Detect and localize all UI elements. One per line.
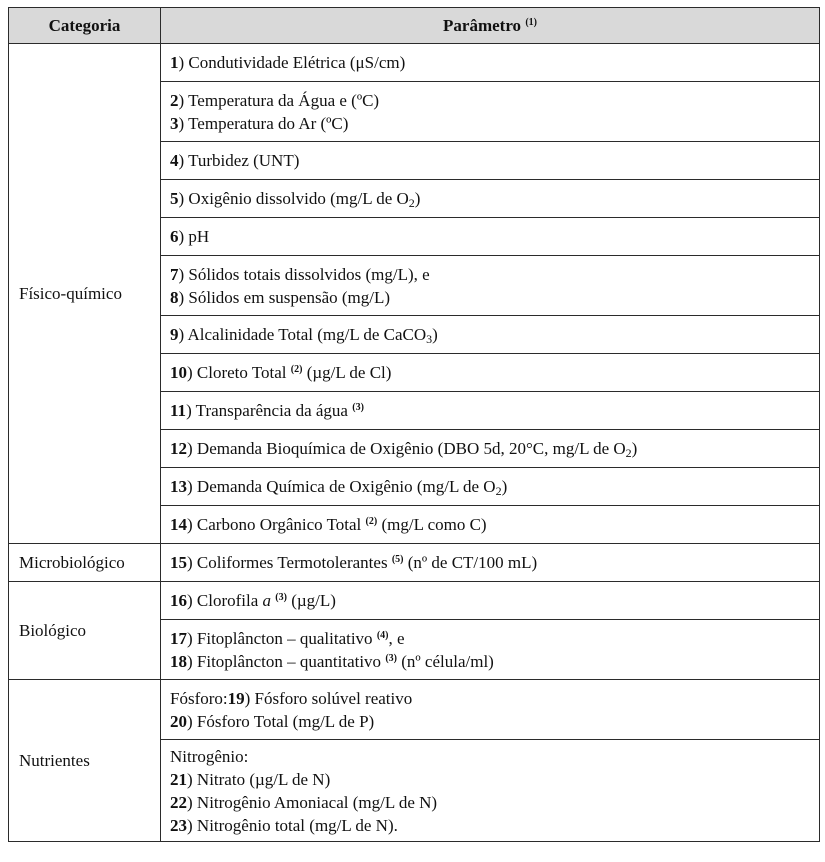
param-text: ) Alcalinidade Total (mg/L de CaCO [178,325,427,344]
param-number: 22 [170,792,187,812]
param-number: 7 [170,264,179,284]
parameter-cell [161,506,820,544]
parameter-cell [161,142,820,180]
param-subscript: 3 [426,332,433,346]
param-text: ) Nitrogênio Amoniacal (mg/L de N) [187,792,438,812]
param-text: ) Oxigênio dissolvido (mg/L de O [178,189,409,208]
category-microbiologico: Microbiológico [9,544,161,582]
param-text: ) Fósforo solúvel reativo [244,688,413,708]
param-text-end: (nº célula/ml) [396,651,494,671]
param-text-end: (µg/L de Cl) [302,363,392,382]
param-footnote: (2) [365,516,378,527]
param-line [170,112,819,135]
table-row [9,680,820,740]
param-italic: a [262,591,272,610]
param-number: 18 [170,651,187,671]
param-line [170,263,819,286]
table-row [9,544,820,582]
param-number: 2 [170,90,179,110]
param-number: 15 [170,553,187,572]
param-number: 3 [170,113,179,133]
param-footnote: (4) [376,629,389,641]
parameter-cell [161,544,820,582]
parameter-cell [161,392,820,430]
param-text: ) Nitrogênio total (mg/L de N). [187,815,398,835]
param-text: ) Clorofila [187,591,263,610]
category-fisico-quimico: Físico-químico [9,44,161,544]
param-footnote: (3) [385,652,397,664]
category-biologico: Biológico [9,582,161,680]
parameter-header [161,8,820,44]
param-text: ) Temperatura da Água e (ºC) [178,90,380,110]
param-number: 8 [170,287,179,307]
parameter-cell [161,354,820,392]
param-number: 9 [170,325,179,344]
param-subscript: 2 [495,484,502,498]
param-text-end: ) [501,477,508,496]
param-text: ) Nitrato (µg/L de N) [187,769,331,789]
parameters-table [8,7,820,842]
param-number: 12 [170,439,187,458]
param-number: 1 [170,53,179,72]
param-text: ) Transparência da água [186,401,353,420]
parameter-cell [161,256,820,316]
param-text-end: (mg/L como C) [377,515,487,534]
param-number: 17 [170,628,187,648]
param-text-end: ) [631,439,638,458]
parameter-cell [161,180,820,218]
parameter-header-label: Parâmetro [443,15,522,35]
category-nutrientes: Nutrientes [9,680,161,842]
param-text: ) Fitoplâncton – quantitativo [187,651,386,671]
param-footnote: (3) [352,402,364,413]
param-text: ) Fitoplâncton – qualitativo [187,628,377,648]
param-line [170,286,819,309]
param-text: ) Cloreto Total [187,363,291,382]
param-number: 4 [170,151,179,170]
parameter-cell [161,680,820,740]
param-text-end: ) [414,189,421,208]
param-line [170,89,819,112]
param-text: ) Temperatura do Ar (ºC) [178,113,349,133]
parameter-cell [161,740,820,842]
parameter-cell [161,468,820,506]
param-line [170,791,819,814]
param-number: 20 [170,711,187,731]
param-line [170,627,819,650]
parameter-cell [161,82,820,142]
param-number: 19 [227,688,245,708]
param-footnote: (3) [275,592,287,603]
param-number: 21 [170,769,187,789]
param-line [170,650,819,673]
param-text: ) Sólidos em suspensão (mg/L) [178,287,391,307]
fosforo-prefix: Fósforo: [170,688,228,708]
param-text: ) Coliformes Termotolerantes [187,553,392,572]
parameter-header-note: (1) [525,16,537,28]
parameter-cell [161,44,820,82]
parameter-cell [161,430,820,468]
nitrogenio-prefix: Nitrogênio: [170,746,249,766]
param-text: ) Demanda Química de Oxigênio (mg/L de O [187,477,496,496]
param-text: ) Carbono Orgânico Total [187,515,366,534]
parameter-cell [161,582,820,620]
param-text: ) Fósforo Total (mg/L de P) [187,711,375,731]
param-text: ) Turbidez (UNT) [178,151,300,170]
param-number: 5 [170,189,179,208]
param-number: 23 [170,815,187,835]
table-row [9,582,820,620]
param-text-end: (nº de CT/100 mL) [403,553,538,572]
param-number: 13 [170,477,187,496]
param-number: 10 [170,363,187,382]
param-footnote: (5) [391,554,404,565]
parameter-cell [161,316,820,354]
param-line [170,814,819,837]
param-number: 6 [170,227,179,246]
param-text-end: ) [432,325,438,344]
param-subscript: 2 [408,196,415,210]
category-header: Categoria [9,8,161,44]
param-text: ) Condutividade Elétrica (μS/cm) [178,53,406,72]
header-row [9,8,820,44]
param-text-end: , e [388,628,405,648]
param-footnote: (2) [290,364,303,375]
parameter-cell [161,620,820,680]
param-line [170,710,819,733]
param-line [170,687,819,710]
param-text-end: (µg/L) [286,591,336,610]
param-text: ) Sólidos totais dissolvidos (mg/L), e [178,264,430,284]
table-row [9,44,820,82]
parameter-cell [161,218,820,256]
param-number: 14 [170,515,187,534]
param-subscript: 2 [625,446,632,460]
param-number: 16 [170,591,187,610]
param-text: ) Demanda Bioquímica de Oxigênio (DBO 5d, 20°C, mg/L de O [187,439,626,458]
param-text: ) pH [178,227,210,246]
param-number: 11 [170,401,187,420]
param-line [170,768,819,791]
